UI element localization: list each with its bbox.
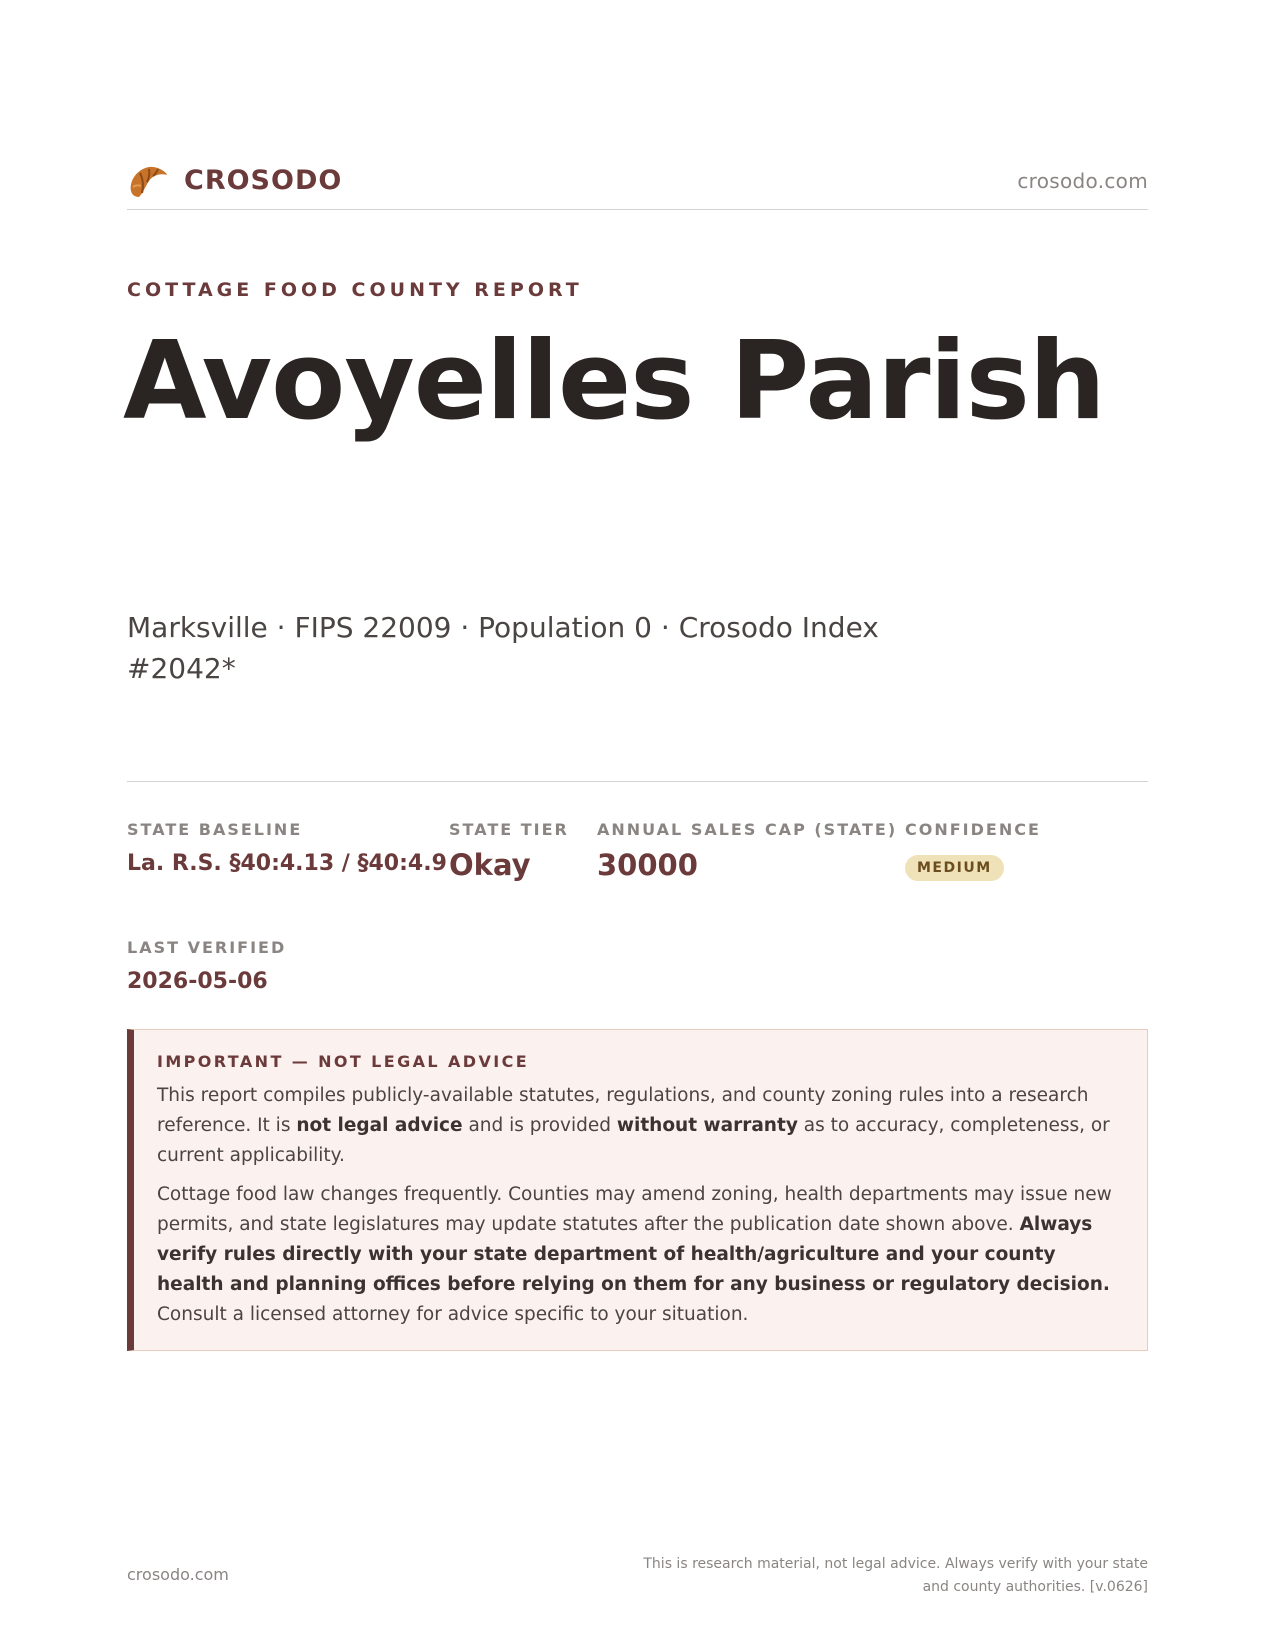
notice-text: Cottage food law changes frequently. Counties may amend zoning, health departments may issue new permits, and state legislatures may update statutes after the publication date shown above. — [157, 1184, 1112, 1235]
notice-bold-text: not legal advice — [296, 1115, 463, 1136]
stat-state-baseline — [127, 820, 447, 876]
notice-title: IMPORTANT — NOT LEGAL ADVICE — [157, 1052, 530, 1071]
report-eyebrow: COTTAGE FOOD COUNTY REPORT — [127, 279, 583, 301]
site-link[interactable]: crosodo.com — [1017, 169, 1148, 193]
stat-label: STATE BASELINE — [127, 820, 303, 839]
report-page — [123, 0, 1148, 1650]
croissant-icon — [127, 161, 169, 201]
legal-notice — [127, 1029, 1148, 1351]
notice-paragraph — [157, 1180, 1123, 1330]
stat-value: 30000 — [597, 848, 698, 882]
stat-value: Okay — [449, 848, 531, 882]
notice-text: This report compiles publicly-available statutes, regulations, and county zoning rules into a research reference. It is — [157, 1085, 1089, 1136]
notice-text: Consult a licensed attorney for advice specific to your situation. — [157, 1304, 749, 1325]
stat-label: CONFIDENCE — [905, 820, 1041, 839]
stat-label: STATE TIER — [449, 820, 569, 839]
footer-disclaimer: This is research material, not legal advice. Always verify with your state and county authorities. [v.0626] — [643, 1556, 1148, 1595]
notice-paragraph — [157, 1081, 1123, 1171]
notice-bold-text: without warranty — [616, 1115, 798, 1136]
stat-value: 2026-05-06 — [127, 969, 268, 994]
page-title: Avoyelles Parish — [123, 319, 1105, 444]
notice-text: and is provided — [462, 1115, 617, 1136]
notice-text: as to accuracy, completeness, or current applicability. — [157, 1115, 1110, 1166]
brand-name: CROSODO — [184, 165, 343, 196]
divider — [127, 781, 1148, 782]
confidence-badge: MEDIUM — [905, 855, 1004, 881]
stat-confidence — [905, 820, 1041, 881]
header — [127, 155, 1148, 210]
notice-bold-text: Always verify rules directly with your state department of health/agriculture and your county health and planning offices before relying on them for any business or regulatory decision. — [157, 1214, 1110, 1295]
stat-label: ANNUAL SALES CAP (STATE) — [597, 820, 898, 839]
stat-value: La. R.S. §40:4.13 / §40:4.9 — [127, 851, 447, 876]
stat-label: LAST VERIFIED — [127, 938, 287, 957]
report-subtitle: Marksville · FIPS 22009 · Population 0 · Crosodo Index #2042* — [127, 611, 879, 685]
stat-last-verified — [127, 938, 286, 994]
stat-sales-cap — [597, 820, 897, 882]
stat-state-tier — [449, 820, 569, 882]
footer-site-link[interactable]: crosodo.com — [127, 1565, 229, 1584]
